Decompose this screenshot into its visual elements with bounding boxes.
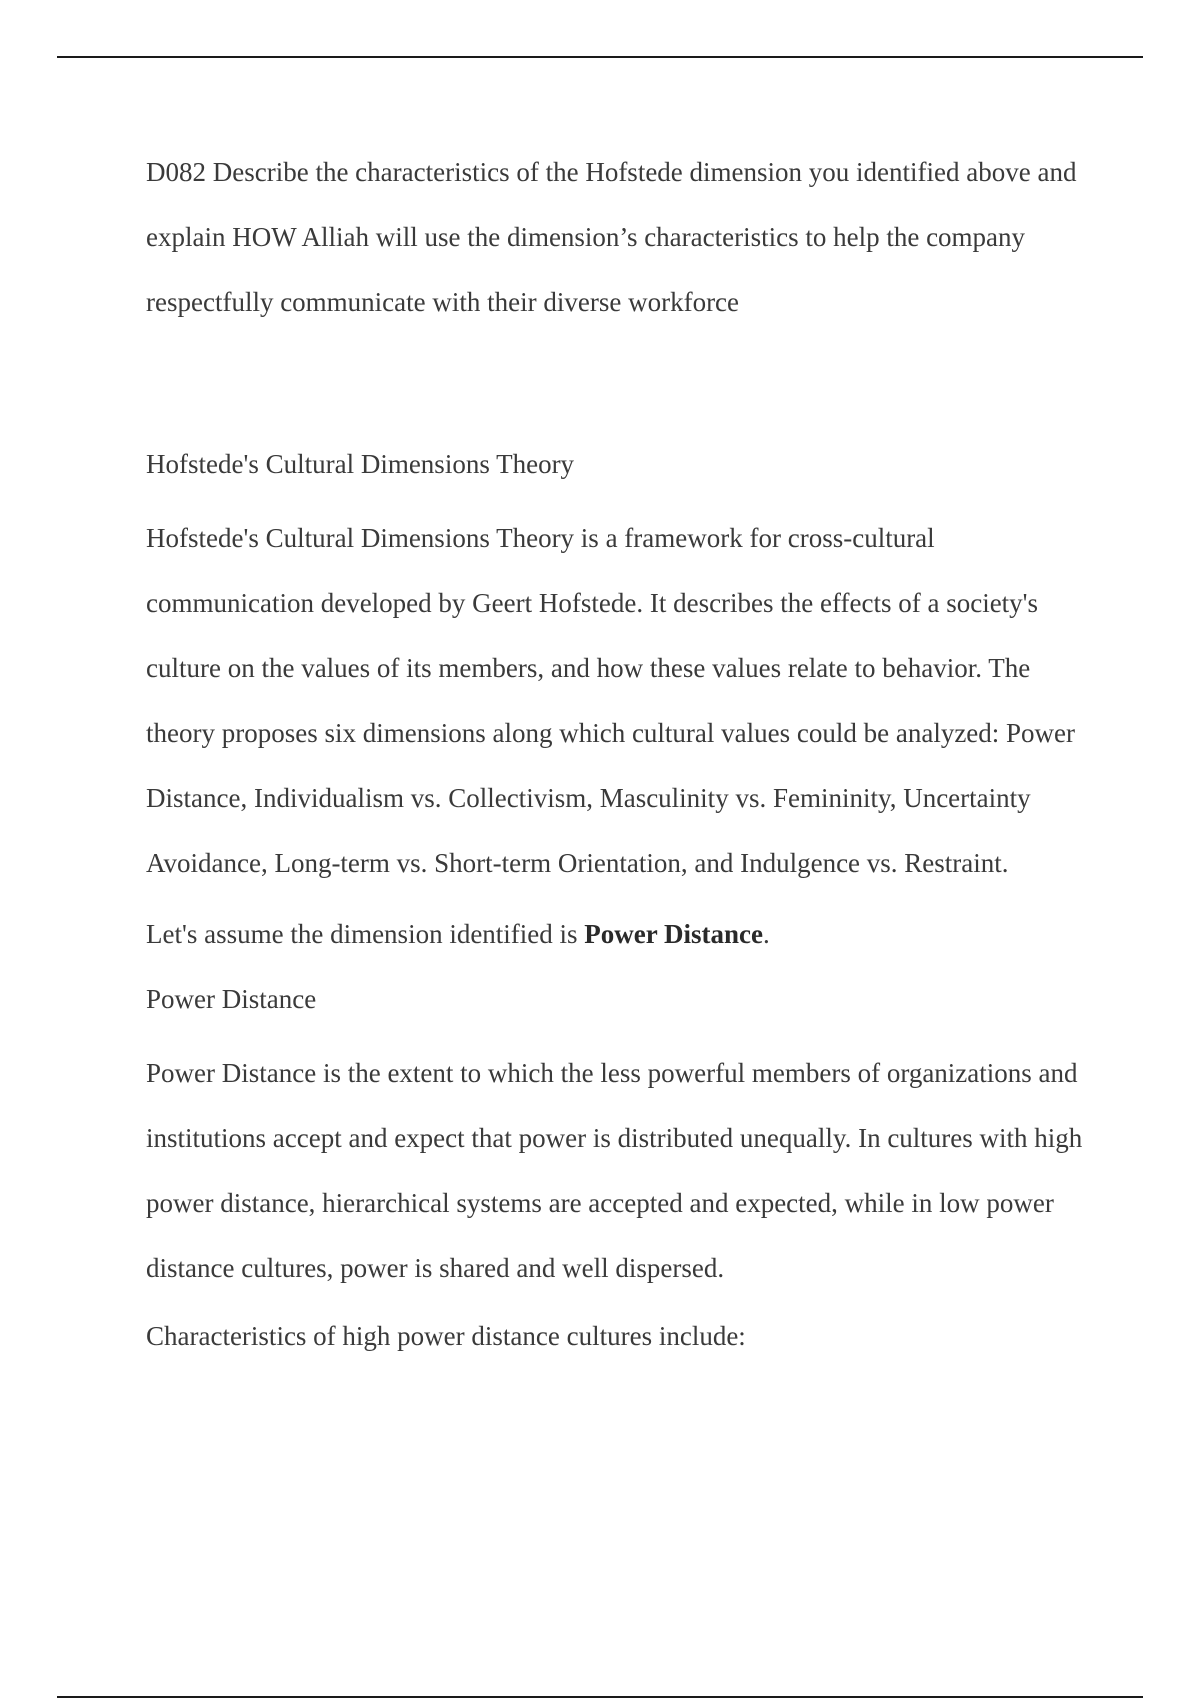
power-distance-description-paragraph: Power Distance is the extent to which the less powerful members of organizations and institutions accept and expect that power is distributed unequally. In cultures with high power distance, hierarchical systems are accepted and expected, while in low power distance cultures, power is shared and well dispersed.	[146, 1058, 1083, 1283]
assumption-prefix: Let's assume the dimension identified is	[146, 919, 585, 949]
document-body	[146, 140, 1086, 1355]
bottom-rule	[57, 1696, 1143, 1698]
hofstede-description-paragraph: Hofstede's Cultural Dimensions Theory is a framework for cross-cultural communication developed by Geert Hofstede. It describes the effects of a society's culture on the values of its members, and how these values relate to behavior. The theory proposes six dimensions along which cultural values could be analyzed: Power Distance, Individualism vs. Collectivism, Masculinity vs. Femininity, Uncertainty Avoidance, Long-term vs. Short-term Orientation, and Indulgence vs. Restraint.	[146, 523, 1076, 878]
assumption-term: Power Distance	[584, 919, 764, 949]
question-paragraph: D082 Describe the characteristics of the Hofstede dimension you identified above and explain HOW Alliah will use the dimension’s characteristics to help the company respectfully communicate with their diverse workforce	[146, 157, 1077, 317]
characteristics-intro: Characteristics of high power distance cultures include:	[146, 1321, 746, 1351]
assumption-suffix: .	[763, 919, 770, 949]
top-rule	[57, 56, 1143, 58]
assumption-paragraph	[146, 915, 1086, 953]
section-heading-power-distance: Power Distance	[146, 984, 317, 1014]
section-heading-hofstede: Hofstede's Cultural Dimensions Theory	[146, 449, 575, 479]
